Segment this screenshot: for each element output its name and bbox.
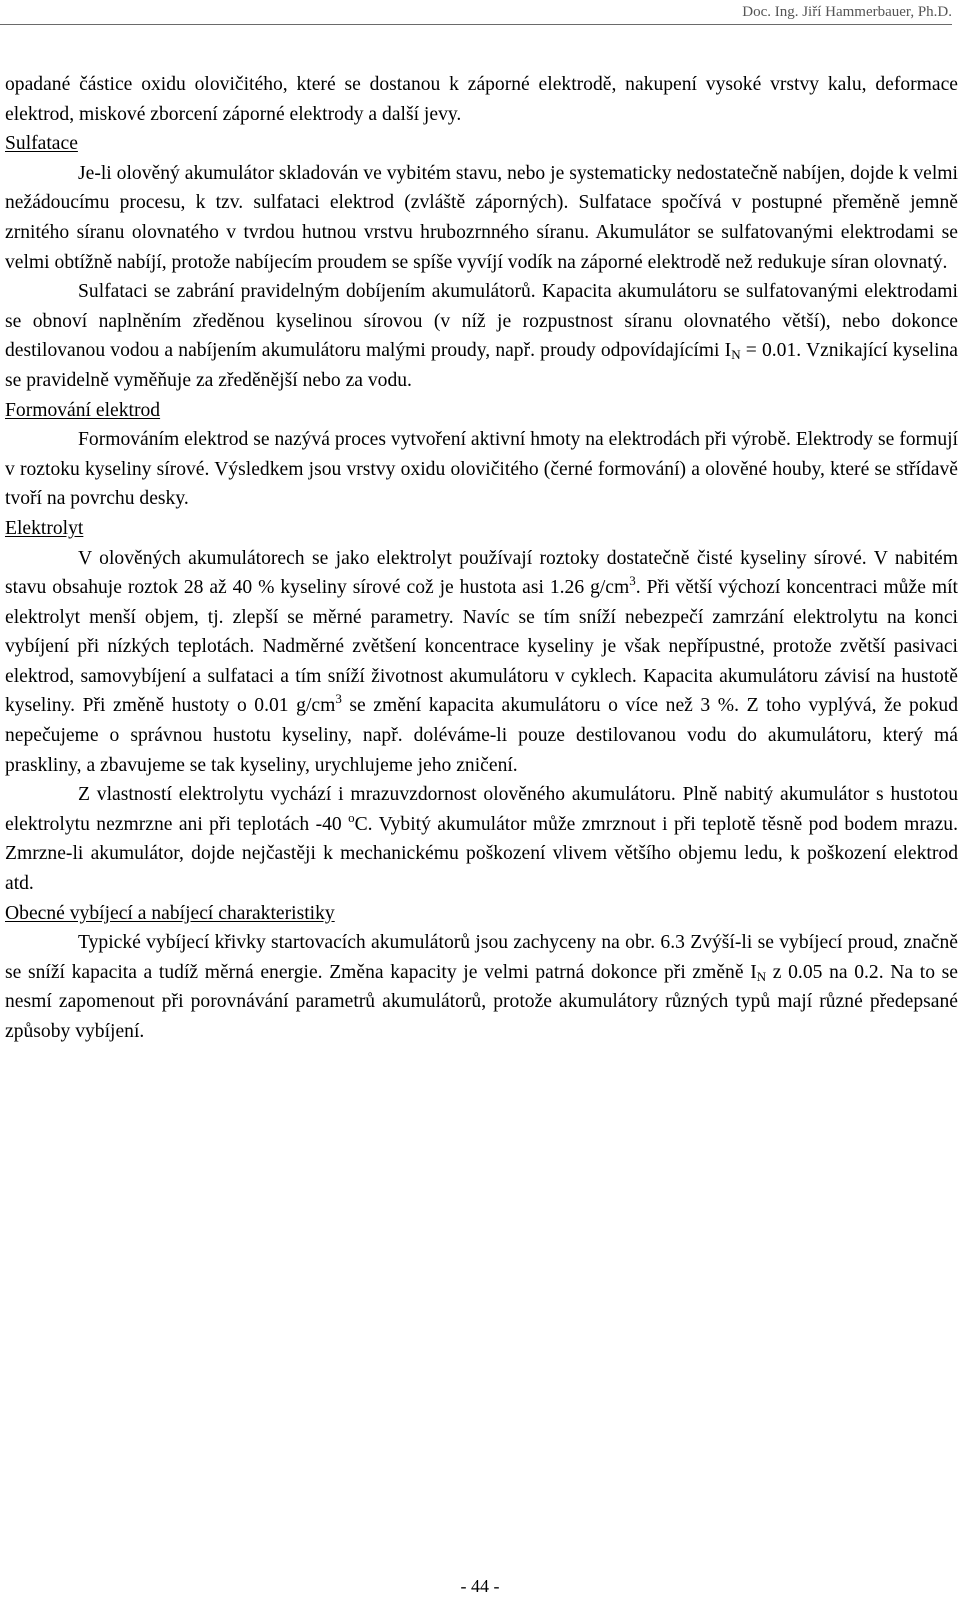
page-number: - 44 - [460,1576,500,1596]
elektrolyt-paragraph-2 [5,780,958,898]
elektrolyt-p1-superscript-2: 3 [335,691,342,707]
obecne-p1-subscript: N [756,968,767,984]
heading-obecne-charakteristiky: Obecné vybíjecí a nabíjecí charakteristiky [5,902,335,924]
sulfatace-p2-text-a: Sulfataci se zabrání pravidelným dobíjením akumulátorů. Kapacita akumulátoru se sulfatovanými elektrodami se obnoví naplněním zředěnou kyselinou sírovou (v níž je rozpustnost síranu olovnatého větší), nebo dokonce destilovanou vodou a nabíjením akumulátoru malými proudy, např. proudy odpovídajícími I [5,281,958,362]
obecne-paragraph-1 [5,928,958,1046]
page-footer [0,1576,960,1597]
intro-paragraph: opadané částice oxidu olovičitého, které se dostanou k záporné elektrodě, nakupení vysoké vrstvy kalu, deformace elektrod, miskové zborcení záporné elektrody a další jevy. [5,74,958,125]
sulfatace-paragraph-2 [5,277,958,395]
page-header [0,0,952,25]
elektrolyt-p2-text-a: Z vlastností elektrolytu vychází i mrazuvzdornost olověného akumulátoru. Plně nabitý akumulátor s hustotou elektrolytu nezmrzne ani při teplotách -40 [5,784,958,835]
obecne-p1-text-a: Typické vybíjecí křivky startovacích akumulátorů jsou zachyceny na obr. 6.3 Zvýší-li se vybíjecí proud, značně se sníží kapacita a tudíž měrná energie. Změna kapacity je velmi patrná dokonce při změně I [5,932,958,983]
sulfatace-paragraph-1: Je-li olověný akumulátor skladován ve vybitém stavu, nebo je systematicky nedostatečně nabíjen, dojde k velmi nežádoucímu procesu, k tzv. sulfataci elektrod (zvláště záporných). Sulfatace spočívá v postupné přeměně jemně zrnitého síranu olovnatého v tvrdou hutnou vrstvu hrubozrnného síranu. Akumulátor se sulfatovanými elektrodami se velmi obtížně nabíjí, protože nabíjecím proudem se spíše vyvíjí vodík na záporné elektrodě než redukuje síran olovnatý. [5,162,958,273]
heading-formovani: Formování elektrod [5,399,161,421]
page-content [5,70,958,1047]
elektrolyt-p2-superscript: o [348,809,355,825]
elektrolyt-p1-text-b: . Při větší výchozí koncentraci může mít elektrolyt menší objem, tj. zlepší se měrné parametry. Navíc se tím sníží nebezpečí zamrzání elektrolytu na konci vybíjení při nízkých teplotách. Nadměrné zvětšení koncentrace kyseliny je však nepřípustné, protože zvětší pasivaci elektrod, samovybíjení a sulfataci a tím sníží životnost akumulátoru v cyklech. Kapacita akumulátoru závisí na hustotě kyseliny. Při změně hustoty o 0.01 g/cm [5,577,958,717]
sulfatace-p2-subscript: N [731,347,741,363]
obecne-p1-text-b: z 0.05 na 0.2. Na to se nesmí zapomenout při porovnávání parametrů akumulátorů, protože akumulátory různých typů mají různé předepsané způsoby vybíjení. [5,961,958,1042]
elektrolyt-p1-superscript-1: 3 [629,573,636,589]
elektrolyt-p2-text-b: C. Vybitý akumulátor může zmrznout i při teplotě těsně pod bodem mrazu. Zmrzne-li akumulátor, dojde nejčastěji k mechanickému poškození vlivem většího objemu ledu, k poškození elektrod atd. [5,813,958,895]
heading-sulfatace: Sulfatace [5,133,78,155]
elektrolyt-p1-text-a: V olověných akumulátorech se jako elektrolyt používají roztoky dostatečně čisté kyseliny sírové. V nabitém stavu obsahuje roztok 28 až 40 % kyseliny sírové což je hustota asi 1.26 g/cm [5,547,958,599]
elektrolyt-paragraph-1 [5,544,958,781]
header-author: Doc. Ing. Jiří Hammerbauer, Ph.D. [742,4,952,20]
sulfatace-p2-text-b: = 0.01. Vznikající kyselina se pravidelně vyměňuje za zředěnější nebo za vodu. [5,340,959,391]
heading-elektrolyt: Elektrolyt [5,517,84,539]
formovani-paragraph-1: Formováním elektrod se nazývá proces vytvoření aktivní hmoty na elektrodách při výrobě. Elektrody se formují v roztoku kyseliny sírové. Výsledkem jsou vrstvy oxidu olovičitého (černé formování) a olověné houby, které se střídavě tvoří na povrchu desky. [5,429,958,510]
elektrolyt-p1-text-c: se změní kapacita akumulátoru o více než 3 %. Z toho vyplývá, že pokud nepečujeme o správnou hustotu kyseliny, např. doléváme-li pouze destilovanou vodu do akumulátoru, který má praskliny, a zbavujeme se tak kyseliny, urychlujeme jeho zničení. [5,695,959,776]
